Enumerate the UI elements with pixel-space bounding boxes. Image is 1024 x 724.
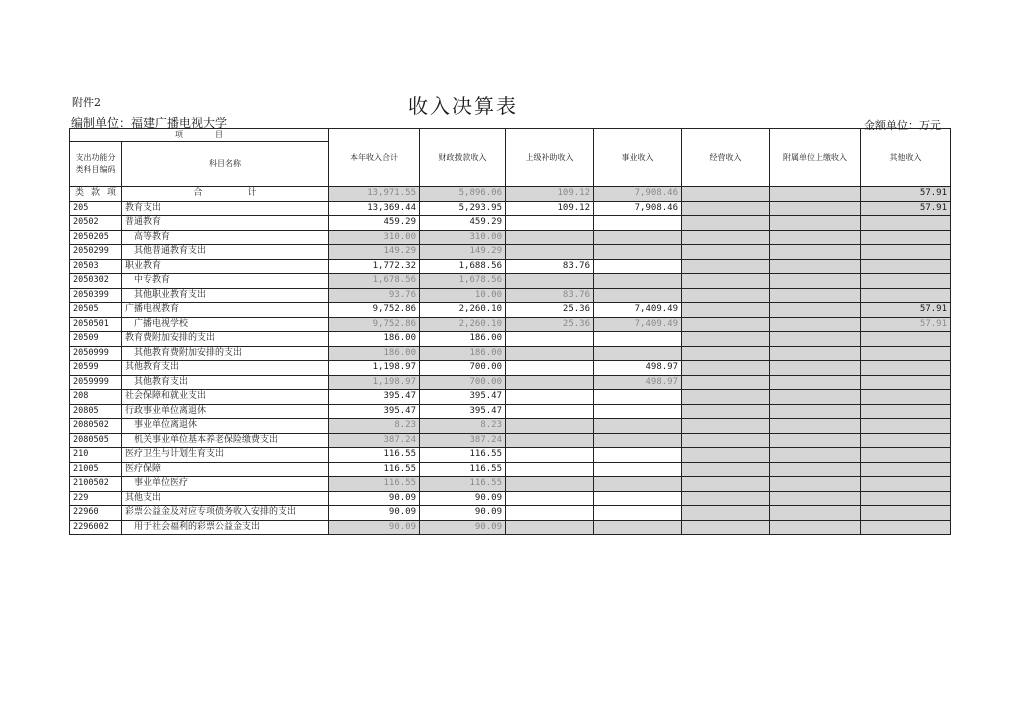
value-cell	[682, 259, 770, 274]
value-cell: 387.24	[420, 433, 506, 448]
col-header-total: 本年收入合计	[329, 129, 420, 187]
name-cell: 广播电视学校	[122, 317, 329, 332]
name-cell: 社会保障和就业支出	[122, 390, 329, 405]
value-cell	[770, 245, 861, 260]
total-cell	[770, 187, 861, 202]
income-table	[69, 128, 950, 537]
value-cell	[682, 390, 770, 405]
value-cell	[770, 332, 861, 347]
value-cell	[861, 375, 951, 390]
code-cell: 22960	[70, 506, 122, 521]
unit-label: 金额单位：万元	[864, 119, 941, 132]
total-cell: 7,908.46	[594, 187, 682, 202]
name-cell: 事业单位医疗	[122, 477, 329, 492]
value-cell	[770, 520, 861, 535]
code-cell: 20599	[70, 361, 122, 376]
name-cell: 中专教育	[122, 274, 329, 289]
value-cell	[861, 419, 951, 434]
name-col-header: 科目名称	[122, 142, 329, 187]
value-cell: 5,293.95	[420, 201, 506, 216]
value-cell	[682, 230, 770, 245]
value-cell: 1,198.97	[329, 375, 420, 390]
name-cell: 其他教育支出	[122, 361, 329, 376]
name-cell: 职业教育	[122, 259, 329, 274]
value-cell: 387.24	[329, 433, 420, 448]
value-cell	[861, 245, 951, 260]
value-cell	[594, 477, 682, 492]
value-cell	[861, 390, 951, 405]
value-cell	[770, 317, 861, 332]
code-cell: 210	[70, 448, 122, 463]
value-cell: 310.00	[329, 230, 420, 245]
value-cell: 13,369.44	[329, 201, 420, 216]
total-cell: 5,896.06	[420, 187, 506, 202]
value-cell	[770, 404, 861, 419]
table-row	[70, 317, 951, 332]
code-cell: 2050399	[70, 288, 122, 303]
value-cell	[770, 375, 861, 390]
name-cell: 其他教育费附加安排的支出	[122, 346, 329, 361]
org-label: 编制单位：福建广播电视大学	[71, 116, 228, 130]
value-cell: 8.23	[420, 419, 506, 434]
value-cell: 310.00	[420, 230, 506, 245]
value-cell: 459.29	[329, 216, 420, 231]
table-row	[70, 520, 951, 535]
value-cell: 1,678.56	[420, 274, 506, 289]
value-cell	[594, 462, 682, 477]
value-cell	[506, 230, 594, 245]
value-cell	[594, 288, 682, 303]
value-cell: 1,772.32	[329, 259, 420, 274]
table-row	[70, 404, 951, 419]
name-cell: 彩票公益金及对应专项债务收入安排的支出	[122, 506, 329, 521]
value-cell	[594, 448, 682, 463]
value-cell	[861, 404, 951, 419]
table-row	[70, 245, 951, 260]
value-cell: 10.00	[420, 288, 506, 303]
col-header-business: 事业收入	[594, 129, 682, 187]
value-cell	[682, 245, 770, 260]
value-cell	[506, 433, 594, 448]
value-cell	[594, 346, 682, 361]
value-cell: 7,409.49	[594, 303, 682, 318]
name-cell: 教育费附加安排的支出	[122, 332, 329, 347]
value-cell	[861, 433, 951, 448]
table-row	[70, 506, 951, 521]
table-row	[70, 433, 951, 448]
value-cell	[506, 245, 594, 260]
code-cell: 2059999	[70, 375, 122, 390]
value-cell: 700.00	[420, 361, 506, 376]
value-cell: 116.55	[420, 448, 506, 463]
value-cell	[770, 346, 861, 361]
value-cell	[682, 448, 770, 463]
table-row	[70, 201, 951, 216]
value-cell	[682, 361, 770, 376]
value-cell	[594, 520, 682, 535]
value-cell	[682, 346, 770, 361]
value-cell	[594, 274, 682, 289]
value-cell: 90.09	[329, 506, 420, 521]
value-cell	[682, 201, 770, 216]
value-cell: 395.47	[420, 390, 506, 405]
value-cell: 186.00	[329, 346, 420, 361]
value-cell	[770, 448, 861, 463]
table-row	[70, 303, 951, 318]
value-cell	[682, 506, 770, 521]
code-cell: 21005	[70, 462, 122, 477]
name-cell: 机关事业单位基本养老保险缴费支出	[122, 433, 329, 448]
value-cell: 395.47	[329, 404, 420, 419]
value-cell	[682, 375, 770, 390]
col-header-affiliated: 附属单位上缴收入	[770, 129, 861, 187]
value-cell	[770, 433, 861, 448]
value-cell	[594, 390, 682, 405]
value-cell: 395.47	[329, 390, 420, 405]
table-row	[70, 375, 951, 390]
value-cell	[770, 462, 861, 477]
value-cell	[682, 274, 770, 289]
value-cell	[682, 520, 770, 535]
value-cell: 93.76	[329, 288, 420, 303]
code-cell: 2050205	[70, 230, 122, 245]
value-cell	[861, 274, 951, 289]
name-cell: 医疗卫生与计划生育支出	[122, 448, 329, 463]
value-cell: 7,908.46	[594, 201, 682, 216]
value-cell	[506, 375, 594, 390]
value-cell: 1,678.56	[329, 274, 420, 289]
value-cell	[770, 216, 861, 231]
col-header-superior: 上级补助收入	[506, 129, 594, 187]
value-cell	[594, 259, 682, 274]
table-row	[70, 288, 951, 303]
value-cell	[770, 230, 861, 245]
sub-header: 类 款 项	[70, 187, 122, 202]
value-cell	[861, 506, 951, 521]
value-cell	[682, 303, 770, 318]
value-cell: 109.12	[506, 201, 594, 216]
value-cell	[682, 491, 770, 506]
value-cell	[506, 448, 594, 463]
code-cell: 2050299	[70, 245, 122, 260]
name-cell: 高等教育	[122, 230, 329, 245]
value-cell	[770, 390, 861, 405]
table-row	[70, 462, 951, 477]
total-cell: 57.91	[861, 187, 951, 202]
value-cell: 395.47	[420, 404, 506, 419]
code-cell: 208	[70, 390, 122, 405]
value-cell	[770, 491, 861, 506]
value-cell	[594, 404, 682, 419]
value-cell	[861, 216, 951, 231]
value-cell: 116.55	[329, 462, 420, 477]
attachment-label: 附件2	[72, 96, 101, 109]
value-cell	[682, 404, 770, 419]
value-cell: 186.00	[420, 332, 506, 347]
value-cell	[861, 288, 951, 303]
value-cell: 25.36	[506, 303, 594, 318]
value-cell	[770, 477, 861, 492]
value-cell	[682, 462, 770, 477]
value-cell: 57.91	[861, 317, 951, 332]
value-cell	[506, 216, 594, 231]
code-cell: 20502	[70, 216, 122, 231]
name-cell: 其他支出	[122, 491, 329, 506]
value-cell	[770, 288, 861, 303]
value-cell	[861, 361, 951, 376]
name-cell: 广播电视教育	[122, 303, 329, 318]
value-cell: 90.09	[420, 520, 506, 535]
table-row	[70, 448, 951, 463]
total-label: 合 计	[122, 187, 329, 202]
name-cell: 其他教育支出	[122, 375, 329, 390]
value-cell: 90.09	[329, 491, 420, 506]
value-cell	[682, 419, 770, 434]
code-col-header: 支出功能分类科目编码	[70, 142, 122, 187]
table-row	[70, 332, 951, 347]
code-cell: 20805	[70, 404, 122, 419]
value-cell	[861, 448, 951, 463]
value-cell: 90.09	[420, 506, 506, 521]
value-cell: 186.00	[329, 332, 420, 347]
value-cell	[594, 216, 682, 231]
value-cell: 149.29	[329, 245, 420, 260]
value-cell: 83.76	[506, 288, 594, 303]
value-cell: 7,409.49	[594, 317, 682, 332]
value-cell	[770, 419, 861, 434]
value-cell: 186.00	[420, 346, 506, 361]
value-cell	[506, 390, 594, 405]
code-cell: 2296002	[70, 520, 122, 535]
value-cell: 116.55	[329, 477, 420, 492]
value-cell	[770, 259, 861, 274]
value-cell	[682, 433, 770, 448]
name-cell: 教育支出	[122, 201, 329, 216]
total-row	[70, 187, 951, 202]
col-header-other: 其他收入	[861, 129, 951, 187]
table-row	[70, 216, 951, 231]
code-cell: 205	[70, 201, 122, 216]
value-cell	[770, 274, 861, 289]
value-cell: 116.55	[420, 462, 506, 477]
value-cell: 2,260.10	[420, 303, 506, 318]
value-cell: 116.55	[329, 448, 420, 463]
value-cell	[594, 506, 682, 521]
value-cell: 25.36	[506, 317, 594, 332]
value-cell	[506, 491, 594, 506]
table-row	[70, 361, 951, 376]
code-cell: 20505	[70, 303, 122, 318]
name-cell: 行政事业单位离退休	[122, 404, 329, 419]
value-cell	[594, 419, 682, 434]
value-cell	[506, 361, 594, 376]
value-cell: 700.00	[420, 375, 506, 390]
value-cell	[682, 332, 770, 347]
value-cell	[861, 346, 951, 361]
value-cell	[594, 230, 682, 245]
value-cell	[770, 506, 861, 521]
table-row	[70, 477, 951, 492]
code-cell: 20503	[70, 259, 122, 274]
value-cell: 90.09	[420, 491, 506, 506]
value-cell	[861, 462, 951, 477]
value-cell	[682, 216, 770, 231]
item-group-header: 项 目	[70, 129, 329, 142]
value-cell	[861, 520, 951, 535]
total-cell: 109.12	[506, 187, 594, 202]
value-cell: 57.91	[861, 303, 951, 318]
value-cell: 9,752.86	[329, 317, 420, 332]
total-cell: 13,971.55	[329, 187, 420, 202]
value-cell: 90.09	[329, 520, 420, 535]
value-cell	[861, 332, 951, 347]
code-cell: 2050999	[70, 346, 122, 361]
value-cell	[861, 230, 951, 245]
name-cell: 普通教育	[122, 216, 329, 231]
value-cell	[861, 259, 951, 274]
value-cell: 9,752.86	[329, 303, 420, 318]
value-cell	[594, 491, 682, 506]
value-cell: 149.29	[420, 245, 506, 260]
value-cell	[682, 317, 770, 332]
value-cell	[506, 332, 594, 347]
value-cell: 1,198.97	[329, 361, 420, 376]
value-cell	[506, 404, 594, 419]
page-title: 收入决算表	[408, 94, 518, 118]
table-row	[70, 491, 951, 506]
value-cell	[506, 506, 594, 521]
value-cell	[594, 332, 682, 347]
col-header-fiscal: 财政拨款收入	[420, 129, 506, 187]
value-cell: 498.97	[594, 375, 682, 390]
code-cell: 2050501	[70, 317, 122, 332]
table-row	[70, 259, 951, 274]
value-cell	[682, 477, 770, 492]
name-cell: 用于社会福利的彩票公益金支出	[122, 520, 329, 535]
code-cell: 229	[70, 491, 122, 506]
value-cell: 83.76	[506, 259, 594, 274]
value-cell	[506, 274, 594, 289]
value-cell: 2,260.10	[420, 317, 506, 332]
table-row	[70, 419, 951, 434]
name-cell: 事业单位离退休	[122, 419, 329, 434]
name-cell: 其他普通教育支出	[122, 245, 329, 260]
code-cell: 20509	[70, 332, 122, 347]
value-cell	[594, 245, 682, 260]
value-cell: 57.91	[861, 201, 951, 216]
name-cell: 其他职业教育支出	[122, 288, 329, 303]
total-cell	[682, 187, 770, 202]
value-cell	[506, 419, 594, 434]
code-cell: 2080502	[70, 419, 122, 434]
value-cell: 116.55	[420, 477, 506, 492]
value-cell: 1,688.56	[420, 259, 506, 274]
value-cell: 459.29	[420, 216, 506, 231]
table-row	[70, 274, 951, 289]
value-cell	[682, 288, 770, 303]
value-cell	[594, 433, 682, 448]
value-cell	[506, 520, 594, 535]
value-cell: 498.97	[594, 361, 682, 376]
col-header-operating: 经营收入	[682, 129, 770, 187]
code-cell: 2050302	[70, 274, 122, 289]
table-row	[70, 390, 951, 405]
code-cell: 2100502	[70, 477, 122, 492]
value-cell	[506, 462, 594, 477]
value-cell	[506, 477, 594, 492]
value-cell	[506, 346, 594, 361]
value-cell	[770, 201, 861, 216]
code-cell: 2080505	[70, 433, 122, 448]
value-cell: 8.23	[329, 419, 420, 434]
name-cell: 医疗保障	[122, 462, 329, 477]
table-row	[70, 346, 951, 361]
table-row	[70, 230, 951, 245]
value-cell	[861, 477, 951, 492]
value-cell	[861, 491, 951, 506]
value-cell	[770, 361, 861, 376]
value-cell	[770, 303, 861, 318]
